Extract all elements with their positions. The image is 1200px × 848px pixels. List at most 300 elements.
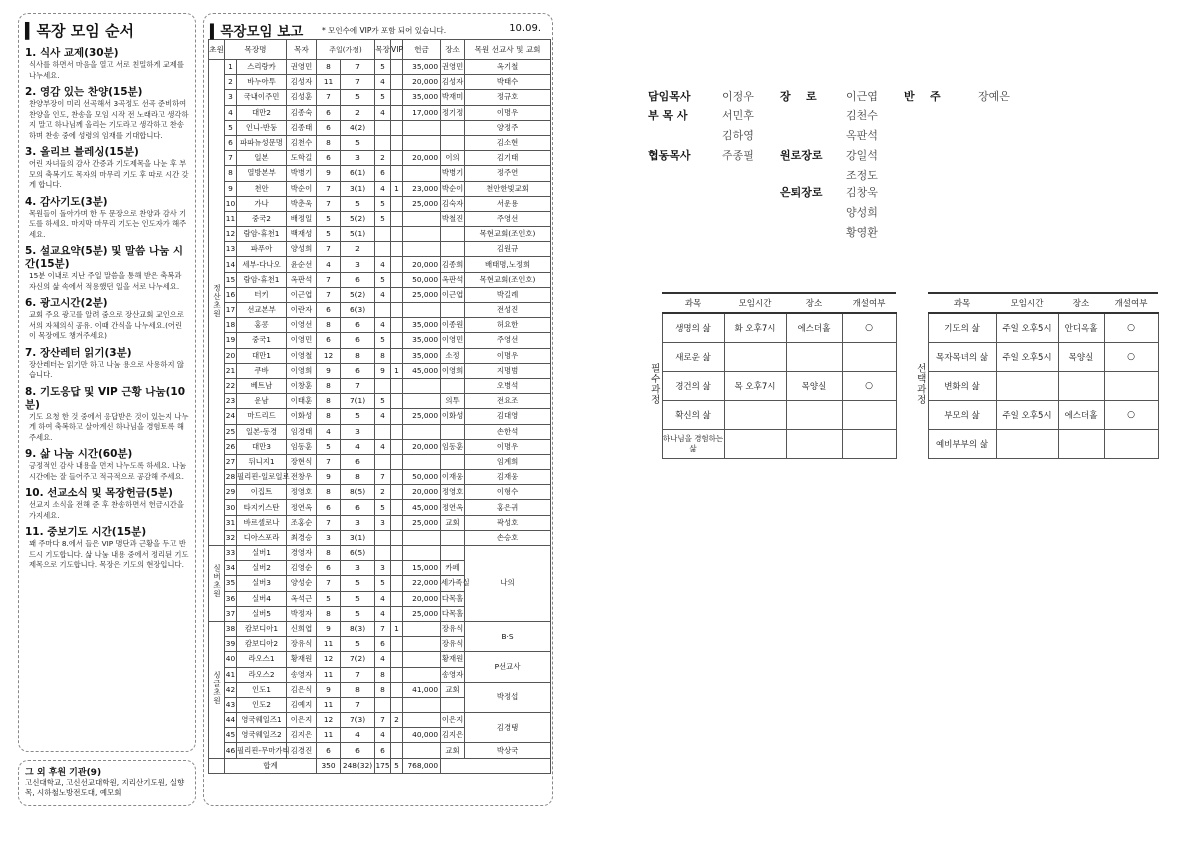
mokjang-count: 8	[375, 667, 391, 682]
course-subject: 새로운 삶	[662, 343, 724, 372]
mokjang-name: 중국1	[237, 333, 287, 348]
mokjang-count: 3	[375, 561, 391, 576]
mission: 김대영	[465, 409, 551, 424]
order-step-desc: 선교지 소식을 전해 준 후 찬송하면서 헌금시간을 가지세요.	[29, 500, 184, 520]
course-group-label: 선택과정	[914, 363, 926, 406]
vip	[391, 667, 403, 682]
jangso: 장유식	[441, 621, 465, 636]
report-row	[209, 363, 551, 378]
mokjang-count: 5	[375, 333, 391, 348]
order-step	[25, 297, 189, 342]
mission: 목현교회(조인호)	[465, 272, 551, 287]
gajeong: 7(2)	[341, 652, 375, 667]
jangso: 김성자	[441, 75, 465, 90]
gajeong: 4(2)	[341, 120, 375, 135]
jangso	[441, 530, 465, 545]
header-open: 개설여부	[842, 293, 896, 313]
report-row	[209, 196, 551, 211]
vip	[391, 546, 403, 561]
mokjang-name: 영국웨일즈1	[237, 713, 287, 728]
report-row	[209, 60, 551, 75]
mission: 김경탱	[465, 713, 551, 743]
jangso: 김숙자	[441, 196, 465, 211]
order-step-title: 2. 영감 있는 찬양(15분)	[25, 86, 143, 98]
gajeong: 4	[341, 728, 375, 743]
order-step-title: 7. 장산레터 읽기(3분)	[25, 346, 132, 359]
heongeum: 25,000	[403, 606, 441, 621]
mokjang-count: 4	[375, 439, 391, 454]
jooil: 12	[317, 348, 341, 363]
heongeum	[403, 394, 441, 409]
gajeong: 3	[341, 151, 375, 166]
report-row	[209, 621, 551, 636]
vip	[391, 515, 403, 530]
course-time: 목 오후7시	[724, 372, 786, 401]
mokjang-name: 실버5	[237, 606, 287, 621]
mission: 임계희	[465, 454, 551, 469]
mokjang-count: 6	[375, 743, 391, 758]
report-row	[209, 682, 551, 697]
heongeum: 40,000	[403, 728, 441, 743]
heongeum	[403, 637, 441, 652]
mokjang-name: 홍콩	[237, 318, 287, 333]
jooil: 7	[317, 242, 341, 257]
header-place: 장소	[786, 293, 842, 313]
mokja: 이영희	[287, 363, 317, 378]
course-subject: 생명의 삶	[662, 313, 724, 343]
jangso: 정연옥	[441, 500, 465, 515]
report-row	[209, 424, 551, 439]
mission: 홍은귀	[465, 500, 551, 515]
mission: 정주연	[465, 166, 551, 181]
row-no: 42	[225, 682, 237, 697]
jooil: 6	[317, 743, 341, 758]
heongeum	[403, 424, 441, 439]
vip	[391, 652, 403, 667]
mokjang-name: 선교본부	[237, 303, 287, 318]
jooil: 9	[317, 363, 341, 378]
jooil: 11	[317, 728, 341, 743]
row-no: 40	[225, 652, 237, 667]
report-header	[208, 19, 549, 39]
order-step-title: 10. 선교소식 및 목장헌금(5분)	[25, 487, 173, 499]
row-no: 10	[225, 196, 237, 211]
mokjang-name: 마드리드	[237, 409, 287, 424]
vip	[391, 90, 403, 105]
mokjang-count: 4	[375, 181, 391, 196]
jooil: 8	[317, 318, 341, 333]
mokjang-name: 파파뉴성문명	[237, 135, 287, 150]
mokja: 전창우	[287, 470, 317, 485]
mokja: 김성훈	[287, 90, 317, 105]
gajeong: 5(2)	[341, 211, 375, 226]
order-step-desc: 기도 요청 한 것 중에서 응답받은 것이 있는지 나누게 하여 축복하고 살아계신 하나님을 경험토록 해주세요.	[29, 411, 189, 442]
vip	[391, 135, 403, 150]
gajeong: 7	[341, 697, 375, 712]
course-time	[996, 430, 1058, 459]
mokja: 이영민	[287, 333, 317, 348]
mokjang-name: 천안	[237, 181, 287, 196]
gajeong: 6(1)	[341, 166, 375, 181]
jooil: 8	[317, 485, 341, 500]
report-row	[209, 743, 551, 758]
jooil: 4	[317, 424, 341, 439]
total-cell: 248(32)	[341, 758, 375, 773]
report-panel	[203, 13, 553, 806]
jangro-label: 장 로	[780, 90, 817, 103]
banju-label: 반 주	[904, 90, 941, 103]
mokjang-count: 7	[375, 713, 391, 728]
mission: 목현교회(조인호)	[465, 227, 551, 242]
mokjang-count: 4	[375, 75, 391, 90]
mokja: 옥판석	[287, 272, 317, 287]
total-cell: 350	[317, 758, 341, 773]
jangso: 박순이	[441, 181, 465, 196]
mokjang-name: 캄보디아2	[237, 637, 287, 652]
course-group	[912, 313, 928, 459]
gajeong: 7	[341, 667, 375, 682]
vip	[391, 75, 403, 90]
course-place: 에스더홀	[786, 313, 842, 343]
mission: 이명우	[465, 439, 551, 454]
report-row	[209, 303, 551, 318]
mokjang-name: 쿠바	[237, 363, 287, 378]
row-no: 21	[225, 363, 237, 378]
report-row	[209, 105, 551, 120]
jangso: 다목홀	[441, 606, 465, 621]
mokjang-count	[375, 454, 391, 469]
header-mokja: 목자	[287, 40, 317, 60]
course-row	[912, 430, 1158, 459]
mission: 김재웅	[465, 470, 551, 485]
jooil: 9	[317, 682, 341, 697]
order-step	[25, 146, 189, 191]
course-open	[842, 343, 896, 372]
mokjang-count: 2	[375, 151, 391, 166]
heongeum	[403, 530, 441, 545]
vip	[391, 454, 403, 469]
mokjang-count: 4	[375, 606, 391, 621]
mokja: 장현식	[287, 454, 317, 469]
report-row	[209, 272, 551, 287]
gajeong: 3(1)	[341, 181, 375, 196]
order-step	[25, 347, 189, 381]
header-open: 개설여부	[1104, 293, 1158, 313]
hyeopdong-label: 협동목사	[648, 149, 691, 162]
vip	[391, 530, 403, 545]
mokjang-name: 필리핀-일로일로	[237, 470, 287, 485]
course-open: ○	[1104, 313, 1158, 343]
vip	[391, 151, 403, 166]
mokjang-name: 디아스포라	[237, 530, 287, 545]
course-place	[1058, 372, 1104, 401]
jooil: 11	[317, 697, 341, 712]
row-no: 19	[225, 333, 237, 348]
vip	[391, 348, 403, 363]
mokjang-count	[375, 530, 391, 545]
chowon-group	[209, 60, 225, 546]
mokjang-name: 뒤니지1	[237, 454, 287, 469]
jangso	[441, 242, 465, 257]
order-step-desc: 어린 자녀들의 감사 간증과 기도제목을 나눈 후 부모의 축복기도 목자의 마무리 기도 후 따로 시간 갖게 합니다.	[29, 159, 189, 189]
row-no: 12	[225, 227, 237, 242]
header-jangso: 장소	[441, 40, 465, 60]
mokja: 이은지	[287, 713, 317, 728]
mission: 김소현	[465, 135, 551, 150]
course-row	[912, 343, 1158, 372]
jangro-name: 이근엽	[846, 90, 878, 103]
report-row	[209, 394, 551, 409]
jooil: 8	[317, 378, 341, 393]
mokjang-name: 베트남	[237, 378, 287, 393]
jangso: 이은지	[441, 713, 465, 728]
mokja: 김성자	[287, 75, 317, 90]
gajeong: 6	[341, 333, 375, 348]
gajeong: 6	[341, 272, 375, 287]
gajeong: 8(3)	[341, 621, 375, 636]
order-step-desc: 15분 이내로 지난 주일 말씀을 통해 받은 축복과 자신의 삶 속에서 적용했던 일을 서로 나누세요.	[29, 271, 182, 291]
report-row	[209, 530, 551, 545]
heongeum: 25,000	[403, 287, 441, 302]
mission: 주영선	[465, 333, 551, 348]
mokjang-name: 대만3	[237, 439, 287, 454]
course-place: 목양실	[786, 372, 842, 401]
gajeong: 7	[341, 378, 375, 393]
mokjang-count: 5	[375, 394, 391, 409]
course-time	[996, 372, 1058, 401]
course-time	[724, 430, 786, 459]
row-no: 22	[225, 378, 237, 393]
heongeum	[403, 242, 441, 257]
course-open: ○	[1104, 343, 1158, 372]
row-no: 4	[225, 105, 237, 120]
jangso	[441, 378, 465, 393]
heongeum	[403, 743, 441, 758]
mission: P선교사	[465, 652, 551, 682]
report-row	[209, 378, 551, 393]
vip	[391, 378, 403, 393]
heongeum	[403, 667, 441, 682]
jangso: 다목홀	[441, 591, 465, 606]
hyeopdong-name: 주종필	[722, 149, 754, 162]
gajeong: 8	[341, 470, 375, 485]
jooil: 9	[317, 166, 341, 181]
jangso: 이종원	[441, 318, 465, 333]
mokja: 김영순	[287, 561, 317, 576]
heongeum: 50,000	[403, 272, 441, 287]
mission: 나의	[465, 546, 551, 622]
mokjang-count: 8	[375, 348, 391, 363]
report-row	[209, 348, 551, 363]
mokjang-name: 대만1	[237, 348, 287, 363]
mokja: 김천수	[287, 135, 317, 150]
mission: 곽성호	[465, 515, 551, 530]
mokjang-name: 대만2	[237, 105, 287, 120]
heongeum	[403, 120, 441, 135]
course-row	[646, 372, 896, 401]
mokja: 김은식	[287, 682, 317, 697]
mokjang-name: 영국웨일즈2	[237, 728, 287, 743]
course-subject: 하나님을 경험하는 삶	[662, 430, 724, 459]
jooil: 8	[317, 409, 341, 424]
vip	[391, 606, 403, 621]
mission: 서운용	[465, 196, 551, 211]
vip	[391, 682, 403, 697]
order-step	[25, 526, 189, 571]
jooil: 11	[317, 667, 341, 682]
euntoe-name: 김창욱	[846, 186, 878, 199]
report-row	[209, 546, 551, 561]
jangro-name: 김천수	[846, 109, 878, 122]
mokja: 경영자	[287, 546, 317, 561]
euntoe-label: 은퇴장로	[780, 186, 823, 199]
jangso: 이영희	[441, 363, 465, 378]
staff-list	[648, 88, 1068, 248]
row-no: 36	[225, 591, 237, 606]
vip	[391, 728, 403, 743]
mokjang-name: 일본-동경	[237, 424, 287, 439]
course-time: 화 오후7시	[724, 313, 786, 343]
mission: 박태수	[465, 75, 551, 90]
mokjang-name: 인도2	[237, 697, 287, 712]
jooil: 8	[317, 60, 341, 75]
mission: 배태명,노정희	[465, 257, 551, 272]
chowon-group-label: 정산초원	[212, 283, 222, 318]
mokja: 권영민	[287, 60, 317, 75]
mokjang-name: 바누아투	[237, 75, 287, 90]
report-row	[209, 90, 551, 105]
mokjang-count: 5	[375, 576, 391, 591]
vip	[391, 303, 403, 318]
mission: 이명우	[465, 105, 551, 120]
row-no: 11	[225, 211, 237, 226]
order-step-desc: 장산레터는 읽기만 하고 나눔 용으로 사용하지 않습니다.	[29, 359, 184, 379]
mokjang-name: 터키	[237, 287, 287, 302]
vip	[391, 318, 403, 333]
mokja: 윤순선	[287, 257, 317, 272]
row-no: 34	[225, 561, 237, 576]
course-row	[646, 401, 896, 430]
bumok-name: 김하영	[722, 129, 754, 142]
mokjang-name: 실버1	[237, 546, 287, 561]
report-row	[209, 652, 551, 667]
chowon-group	[209, 621, 225, 758]
course-place: 목양실	[1058, 343, 1104, 372]
row-no: 25	[225, 424, 237, 439]
gajeong: 2	[341, 242, 375, 257]
mokja: 박순이	[287, 181, 317, 196]
jangso: 박병기	[441, 166, 465, 181]
order-step-desc: 꽤 주마다 8.에서 들은 VIP 명단과 근황을 두고 반드시 기도합니다. 삶 나눔 내용 중에서 정리된 기도제목으로 기도합니다. 목장은 기도의 현장입니다.	[29, 539, 189, 569]
mokjang-count: 5	[375, 196, 391, 211]
jooil: 7	[317, 454, 341, 469]
report-row	[209, 287, 551, 302]
mokjang-count	[375, 120, 391, 135]
row-no: 23	[225, 394, 237, 409]
mokja: 정영호	[287, 485, 317, 500]
mission: 이명우	[465, 348, 551, 363]
jangso: 옥판석	[441, 272, 465, 287]
mokjang-count: 4	[375, 257, 391, 272]
gajeong: 8	[341, 682, 375, 697]
report-row	[209, 485, 551, 500]
jangso: 교회	[441, 743, 465, 758]
mokjang-count: 4	[375, 409, 391, 424]
jangso: 교회	[441, 682, 465, 697]
heongeum: 25,000	[403, 409, 441, 424]
report-row	[209, 454, 551, 469]
course-open	[842, 430, 896, 459]
jangso	[441, 546, 465, 561]
gajeong: 7(3)	[341, 713, 375, 728]
mokja: 이란자	[287, 303, 317, 318]
jangso: 이재웅	[441, 470, 465, 485]
row-no: 29	[225, 485, 237, 500]
mokja: 이창훈	[287, 378, 317, 393]
course-subject: 기도의 삶	[928, 313, 996, 343]
order-step-title: 3. 올리브 블레싱(15분)	[25, 146, 139, 158]
report-row	[209, 333, 551, 348]
gajeong: 6	[341, 500, 375, 515]
vip	[391, 105, 403, 120]
heongeum	[403, 166, 441, 181]
mokja: 박춘욱	[287, 196, 317, 211]
mokjang-count: 4	[375, 318, 391, 333]
total-cell: 768,000	[403, 758, 441, 773]
order-step-desc: 교회 주요 광고를 알려 줌으로 장산교회 교인으로서의 자체의식 공유. 이때 간식을 나누세요.(어린이 목장에도 챙겨주세요)	[29, 310, 184, 340]
mission: 전성진	[465, 303, 551, 318]
vip	[391, 500, 403, 515]
mokjang-name: 일본	[237, 151, 287, 166]
gajeong: 4	[341, 439, 375, 454]
heongeum: 20,000	[403, 75, 441, 90]
vip	[391, 272, 403, 287]
heongeum	[403, 697, 441, 712]
row-no: 24	[225, 409, 237, 424]
mokjang-count: 5	[375, 272, 391, 287]
header-time: 모임시간	[724, 293, 786, 313]
row-no: 39	[225, 637, 237, 652]
mokja: 김예지	[287, 697, 317, 712]
course-open	[842, 401, 896, 430]
mokjang-count: 4	[375, 652, 391, 667]
mission: 박정섭	[465, 682, 551, 712]
jooil: 7	[317, 196, 341, 211]
mokjang-count: 5	[375, 60, 391, 75]
order-step-title: 4. 감사기도(3분)	[25, 195, 108, 208]
mokjang-count: 7	[375, 470, 391, 485]
total-cell	[209, 758, 225, 773]
mokjang-name: 실버4	[237, 591, 287, 606]
order-step	[25, 487, 189, 521]
order-step-title: 5. 설교요약(5분) 및 말씀 나눔 시간(15분)	[25, 245, 184, 270]
mokja: 김종태	[287, 120, 317, 135]
mokjang-count	[375, 546, 391, 561]
gajeong: 3	[341, 257, 375, 272]
mokja: 이영철	[287, 348, 317, 363]
mokjang-count: 4	[375, 105, 391, 120]
mokja: 정연옥	[287, 500, 317, 515]
jangso	[441, 454, 465, 469]
mission: 천안한빛교회	[465, 181, 551, 196]
course-row	[912, 401, 1158, 430]
header-time: 모임시간	[996, 293, 1058, 313]
mission: 주영선	[465, 211, 551, 226]
row-no: 18	[225, 318, 237, 333]
mission: 김기태	[465, 151, 551, 166]
mokjang-count: 4	[375, 591, 391, 606]
course-group-label: 필수과정	[648, 363, 660, 406]
